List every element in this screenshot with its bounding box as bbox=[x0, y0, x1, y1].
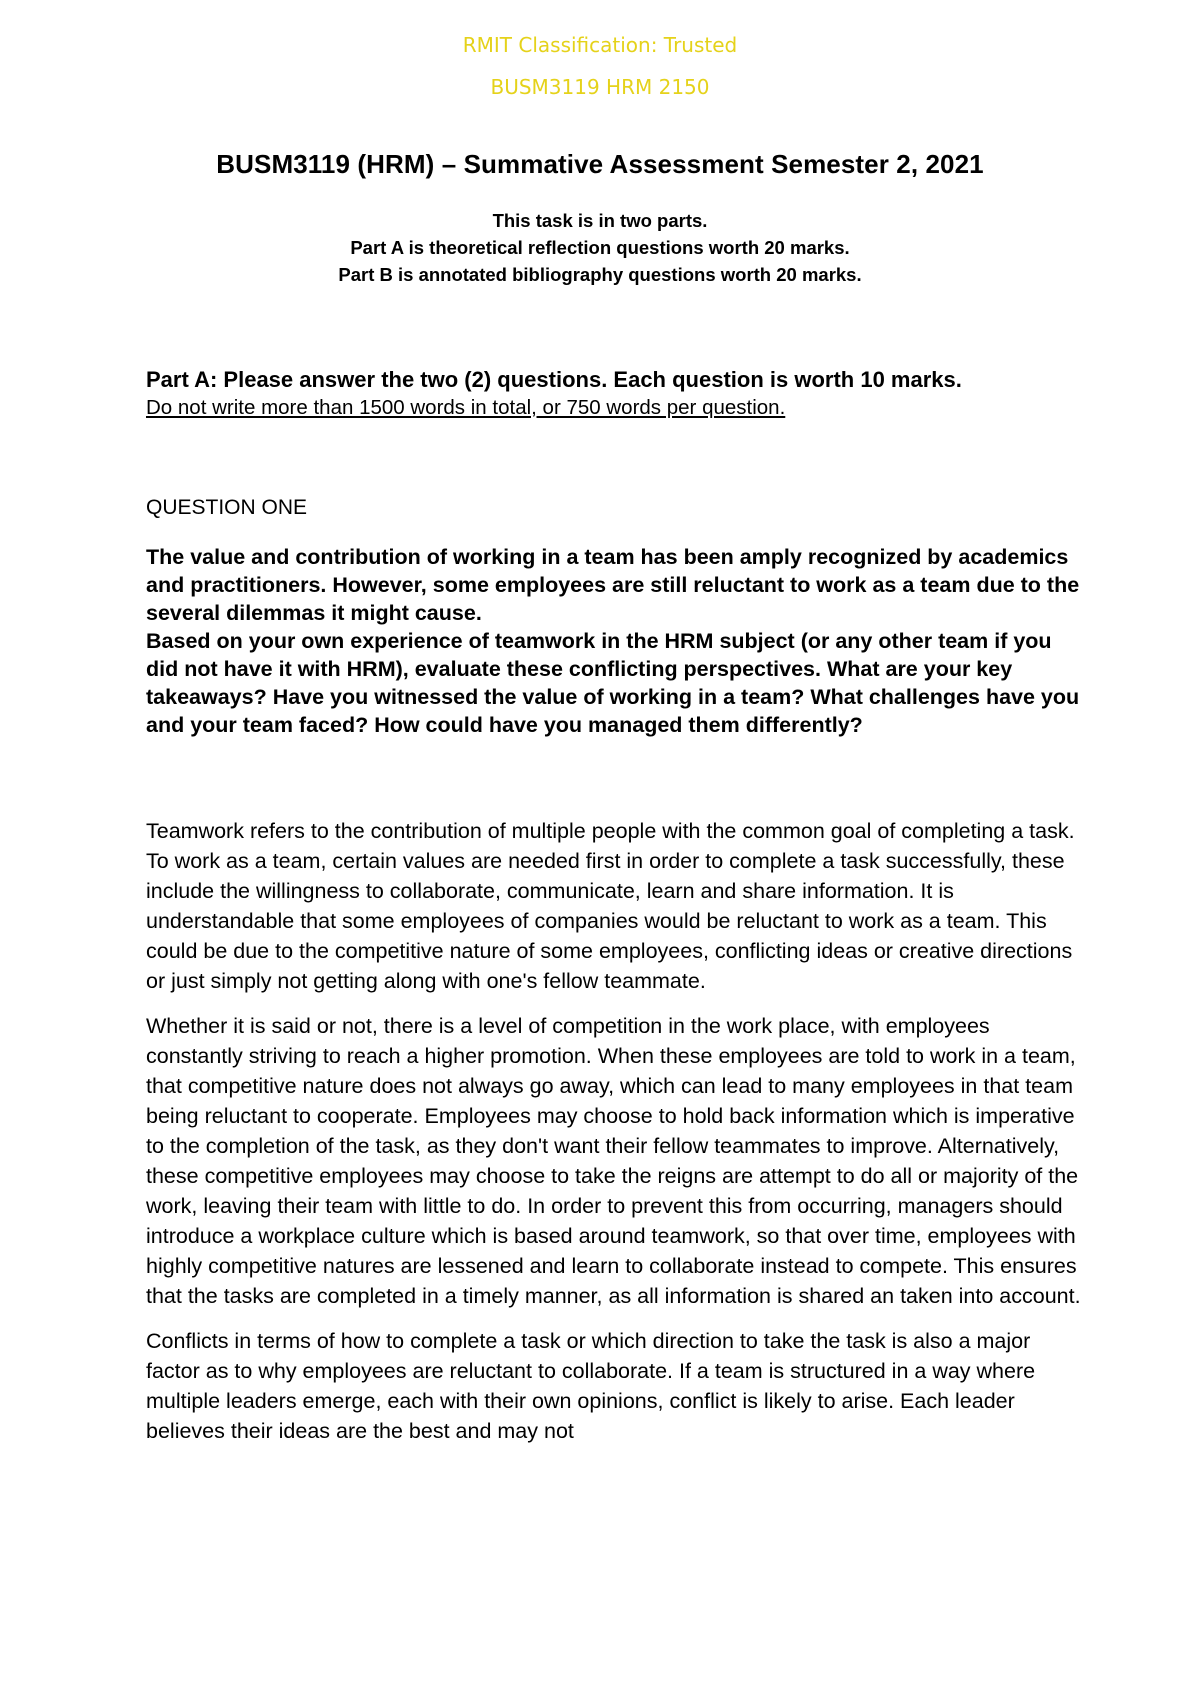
task-intro bbox=[0, 207, 1200, 288]
classification-label: RMIT Classification: Trusted bbox=[462, 33, 738, 57]
intro-line: Part B is annotated bibliography questions worth 20 marks. bbox=[338, 264, 862, 285]
answer-body bbox=[146, 816, 1086, 1461]
answer-paragraph: Teamwork refers to the contribution of multiple people with the common goal of completing a task. To work as a team, certain values are needed first in order to complete a task successfully, these include the willingness to collaborate, communicate, learn and share information. It is understandable that some employees of companies would be reluctant to work as a team. This could be due to the competitive nature of some employees, conflicting ideas or creative directions or just simply not getting along with one's fellow teammate. bbox=[146, 819, 1075, 993]
document-title: BUSM3119 (HRM) – Summative Assessment Semester 2, 2021 bbox=[216, 149, 984, 179]
word-limit-note: Do not write more than 1500 words in total, or 750 words per question. bbox=[146, 396, 786, 419]
course-code-label: BUSM3119 HRM 2150 bbox=[490, 75, 710, 99]
answer-paragraph: Whether it is said or not, there is a level of competition in the work place, with employees constantly striving to reach a higher promotion. When these employees are told to work in a team, that competitive nature does not always go away, which can lead to many employees in that team being reluctant to cooperate. Employees may choose to hold back information which is imperative to the completion of the task, as they don't want their fellow teammates to improve. Alternatively, these competitive employees may choose to take the reigns are attempt to do all or majority of the work, leaving their team with little to do. In order to prevent this from occurring, managers should introduce a workplace culture which is based around teamwork, so that over time, employees with highly competitive natures are lessened and learn to collaborate instead to compete. This ensures that the tasks are completed in a timely manner, as all information is shared an taken into account. bbox=[146, 1014, 1081, 1308]
question-paragraph: Based on your own experience of teamwork in the HRM subject (or any other team if you did not have it with HRM), evaluate these conflicting perspectives. What are your key takeaways? Have you witnessed the value of working in a team? What challenges have you and your team faced? How could have you managed them differently? bbox=[146, 629, 1080, 737]
question-paragraph: The value and contribution of working in a team has been amply recognized by academics and practitioners. However, some employees are still reluctant to work as a team due to the several dilemmas it might cause. bbox=[146, 545, 1080, 625]
question-one-text bbox=[146, 543, 1086, 739]
intro-line: This task is in two parts. bbox=[492, 210, 708, 231]
question-one-label: QUESTION ONE bbox=[146, 496, 308, 519]
intro-line: Part A is theoretical reflection questions worth 20 marks. bbox=[350, 237, 850, 258]
part-a-heading: Part A: Please answer the two (2) questions. Each question is worth 10 marks. bbox=[146, 367, 962, 392]
answer-paragraph: Conflicts in terms of how to complete a task or which direction to take the task is also a major factor as to why employees are reluctant to collaborate. If a team is structured in a way where multiple leaders emerge, each with their own opinions, conflict is likely to arise. Each leader believes their ideas are the best and may not bbox=[146, 1329, 1036, 1443]
